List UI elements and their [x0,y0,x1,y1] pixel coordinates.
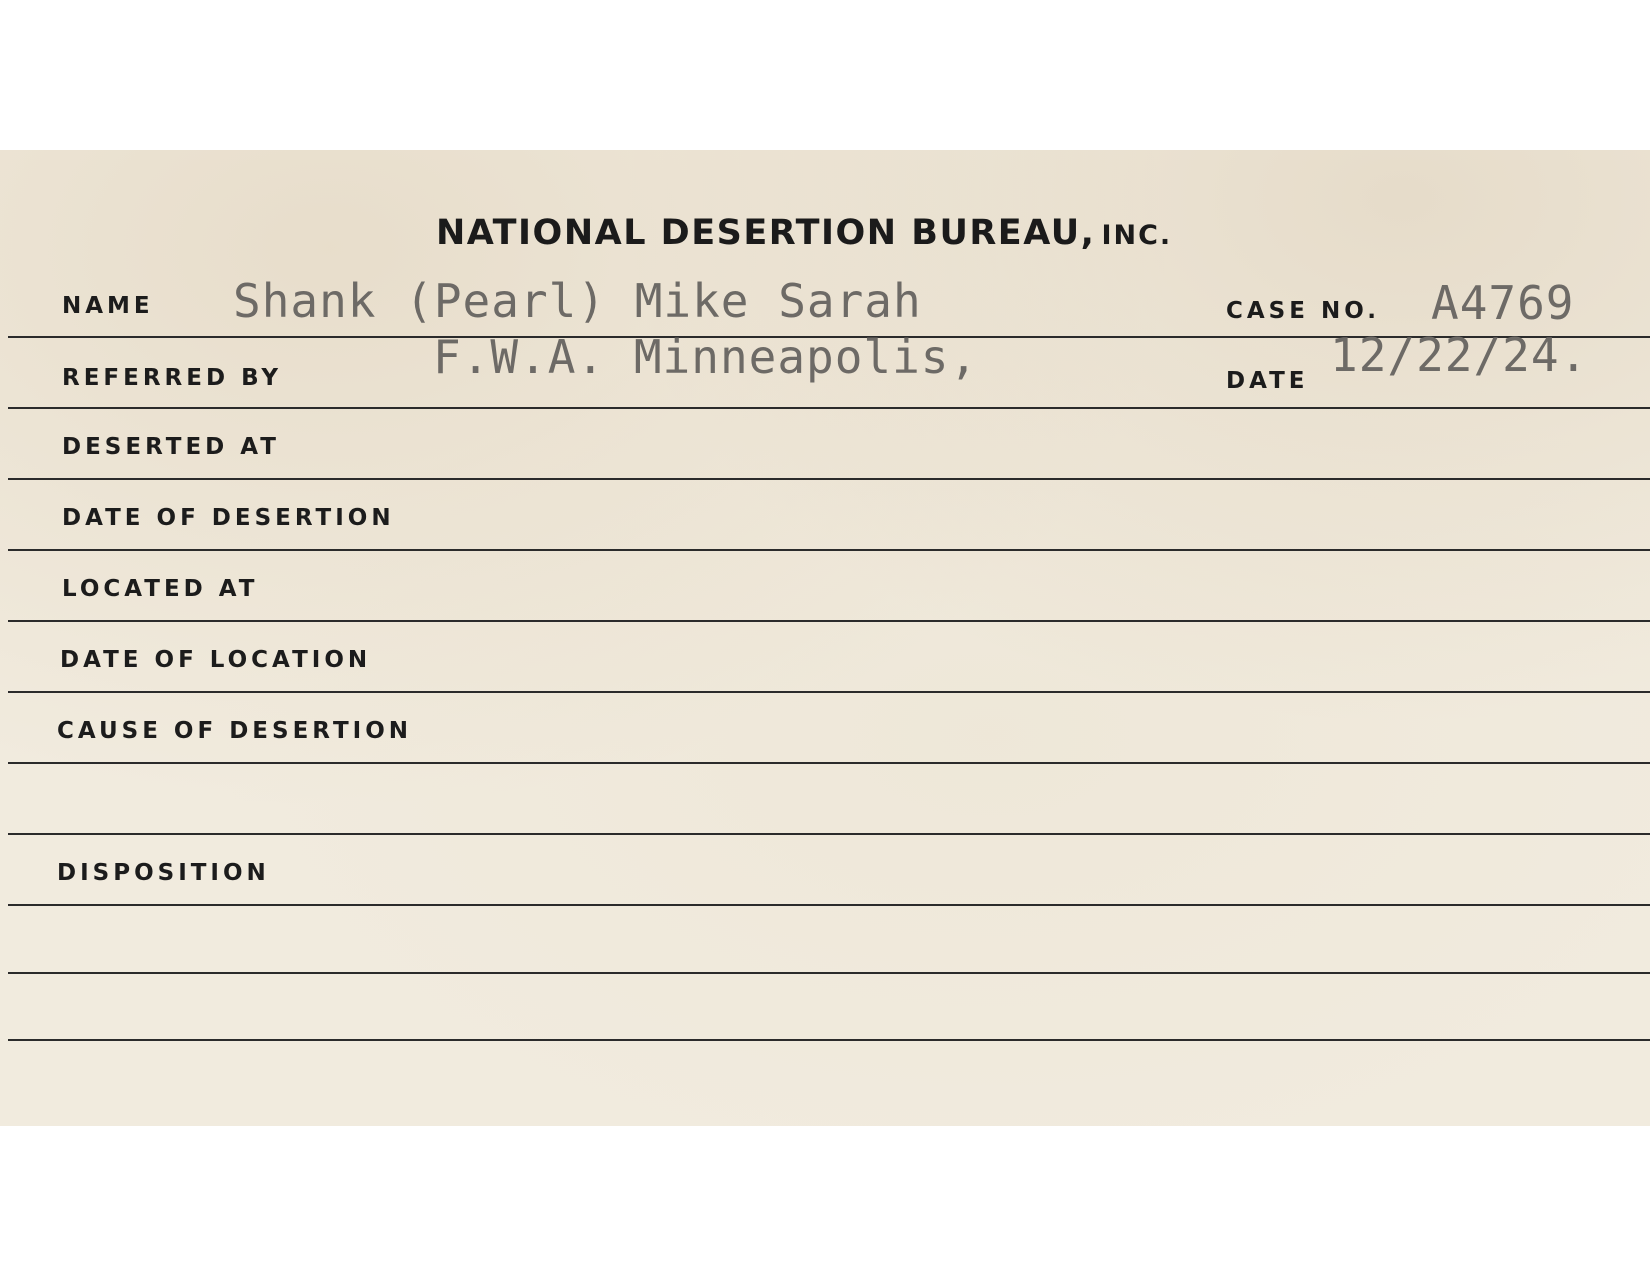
case-no-label: CASE NO. [1226,298,1380,324]
referred-by-rule [8,407,1650,409]
referred-by-value: F.W.A. Minneapolis, [433,330,979,384]
cause-of-desertion-rule [8,762,1650,764]
blank-rule-2 [8,972,1650,974]
deserted-at-label: DESERTED AT [62,434,280,460]
index-card [0,150,1650,1126]
date-label: DATE [1226,368,1309,394]
blank-rule-3 [8,1039,1650,1041]
cause-of-desertion-label: CAUSE OF DESERTION [57,718,413,744]
blank-rule-1 [8,833,1650,835]
located-at-rule [8,620,1650,622]
date-of-desertion-rule [8,549,1650,551]
date-of-desertion-label: DATE OF DESERTION [62,505,395,531]
date-value: 12/22/24. [1330,328,1589,382]
card-title-suffix: INC. [1101,220,1173,251]
card-title-main: NATIONAL DESERTION BUREAU, [436,213,1096,253]
card-title [436,213,1172,253]
name-value: Shank (Pearl) Mike Sarah [233,274,922,328]
case-no-value: A4769 [1431,276,1575,330]
disposition-rule [8,904,1650,906]
name-label: NAME [62,293,154,319]
disposition-label: DISPOSITION [57,860,270,886]
deserted-at-rule [8,478,1650,480]
located-at-label: LOCATED AT [62,576,259,602]
date-of-location-label: DATE OF LOCATION [60,647,372,673]
date-of-location-rule [8,691,1650,693]
referred-by-label: REFERRED BY [62,365,283,391]
